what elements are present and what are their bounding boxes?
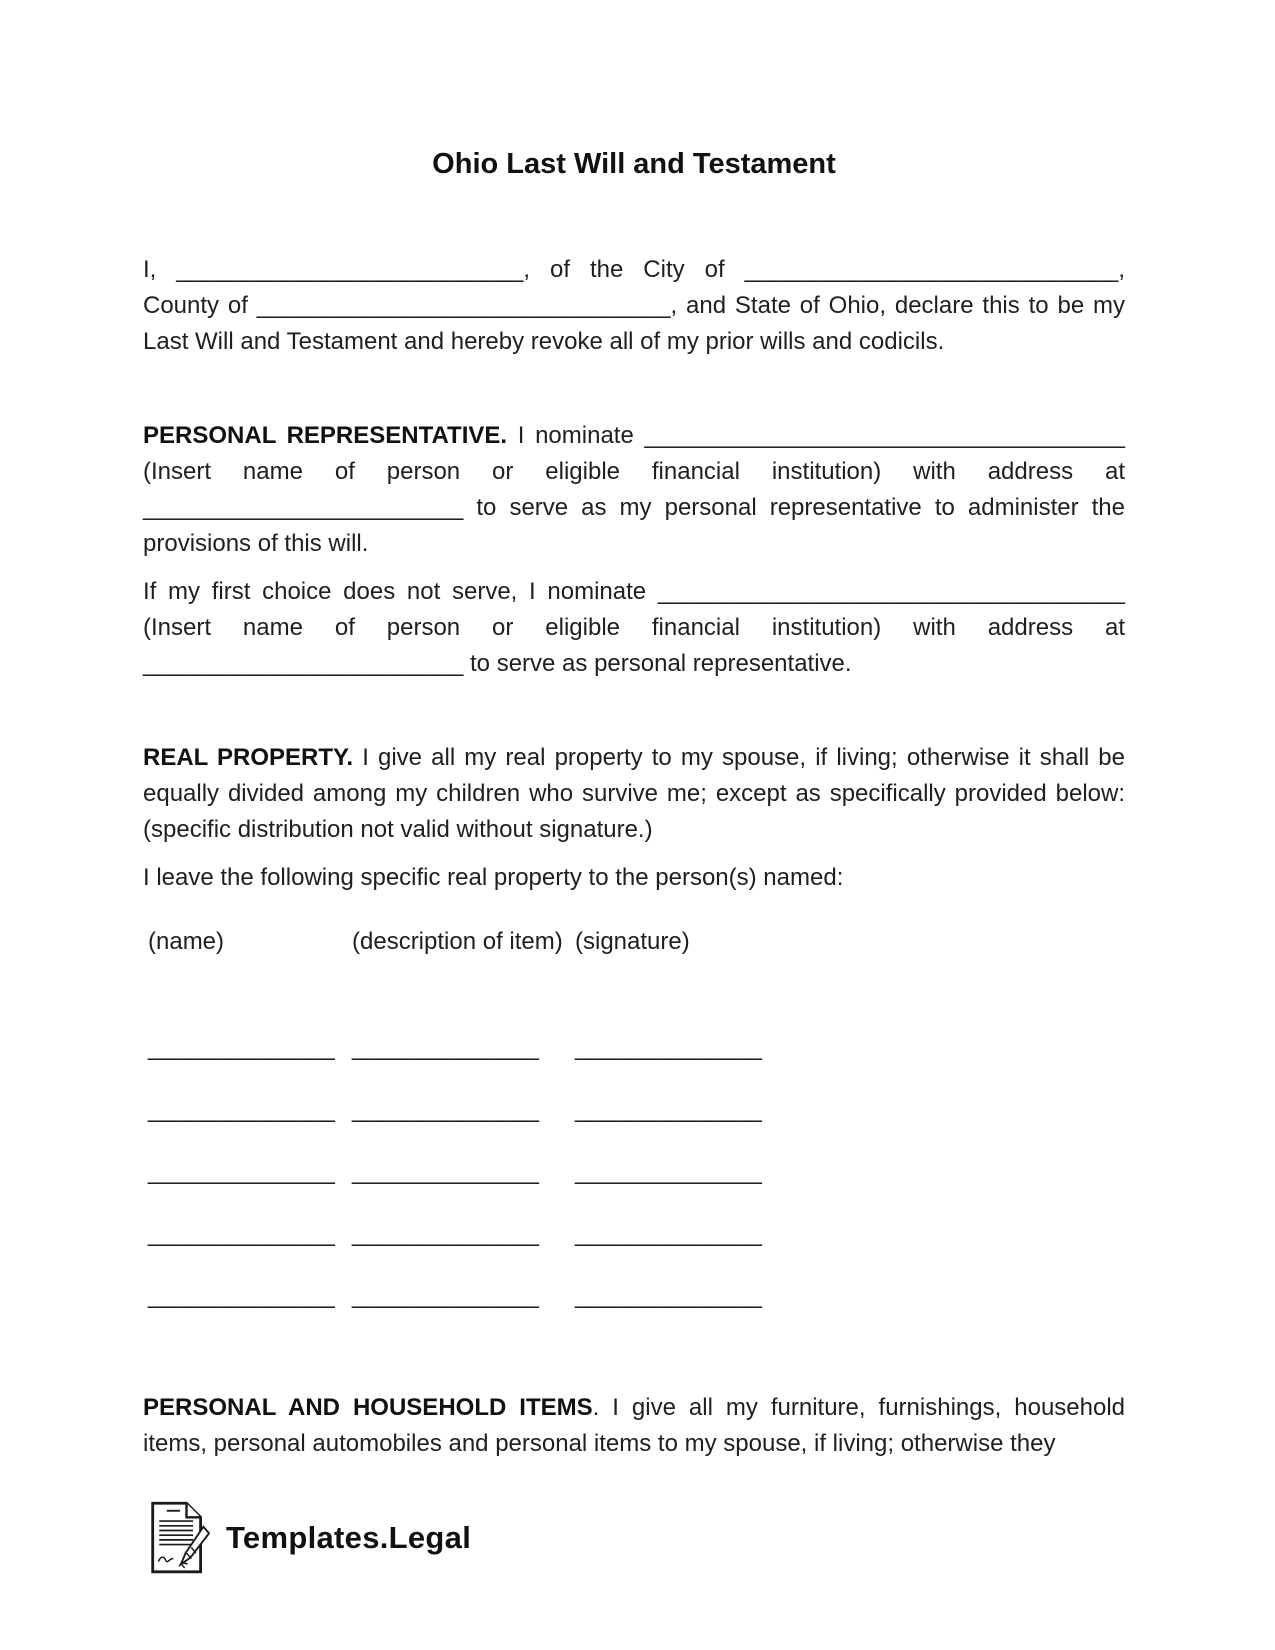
name-blank: ______________ (148, 1034, 335, 1061)
real-property-heading: REAL PROPERTY. (143, 744, 354, 771)
column-header-name: (name) (148, 928, 225, 955)
document-pencil-icon (148, 1498, 210, 1578)
personal-household-heading: PERSONAL AND HOUSEHOLD ITEMS (143, 1394, 593, 1421)
description-blank: ______________ (352, 1034, 539, 1061)
personal-representative-text-1: I nominate ____________________________________ (Insert name of person or eligible financial institution) with address at ________________________ to serve as my personal representative to administer the provisions of this will. (143, 422, 1125, 557)
real-property-lead-in: I leave the following specific real property to the person(s) named: (143, 864, 844, 891)
property-table (143, 924, 1125, 1314)
signature-blank: ______________ (575, 1220, 762, 1247)
signature-blank: ______________ (575, 1096, 762, 1123)
name-blank: ______________ (148, 1282, 335, 1309)
signature-blank: ______________ (575, 1034, 762, 1061)
personal-representative-paragraph-2: If my first choice does not serve, I nominate ___________________________________ (Insert name of person or eligible financial institution) with address at ________________________ to serve as personal representative. (143, 578, 1125, 677)
description-blank: ______________ (352, 1158, 539, 1185)
signature-blank: ______________ (575, 1158, 762, 1185)
column-header-description: (description of item) (352, 928, 563, 955)
name-blank: ______________ (148, 1220, 335, 1247)
table-row (148, 1154, 1125, 1190)
personal-household-text: . I give all my furniture, furnishings, household items, personal automobiles and personal items to my spouse, if living; otherwise they (143, 1394, 1126, 1457)
table-row (148, 1278, 1125, 1314)
description-blank: ______________ (352, 1096, 539, 1123)
personal-household-paragraph (143, 1390, 1125, 1462)
signature-blank: ______________ (575, 1282, 762, 1309)
table-row (148, 1030, 1125, 1066)
personal-representative-heading: PERSONAL REPRESENTATIVE. (143, 422, 508, 449)
page-title: Ohio Last Will and Testament (432, 148, 836, 180)
real-property-text: I give all my real property to my spouse, if living; otherwise it shall be equally divided among my children who survive me; except as specifically provided below: (specific distribution not valid without signature.) (143, 744, 1125, 843)
real-property-paragraph (143, 740, 1125, 848)
personal-representative-paragraph-1 (143, 418, 1125, 562)
footer-brand (148, 1498, 471, 1578)
brand-name: Templates.Legal (226, 1520, 472, 1555)
name-blank: ______________ (148, 1096, 335, 1123)
table-row (148, 1216, 1125, 1252)
name-blank: ______________ (148, 1158, 335, 1185)
table-row (148, 1092, 1125, 1128)
column-header-signature: (signature) (575, 928, 690, 955)
opening-paragraph: I, __________________________, of the City of ____________________________, County of _______________________________, and State of Ohio, declare this to be my Last Will and Testament and hereby revoke all of my prior wills and codicils. (143, 256, 1125, 355)
description-blank: ______________ (352, 1220, 539, 1247)
property-table-header (148, 924, 1125, 960)
description-blank: ______________ (352, 1282, 539, 1309)
